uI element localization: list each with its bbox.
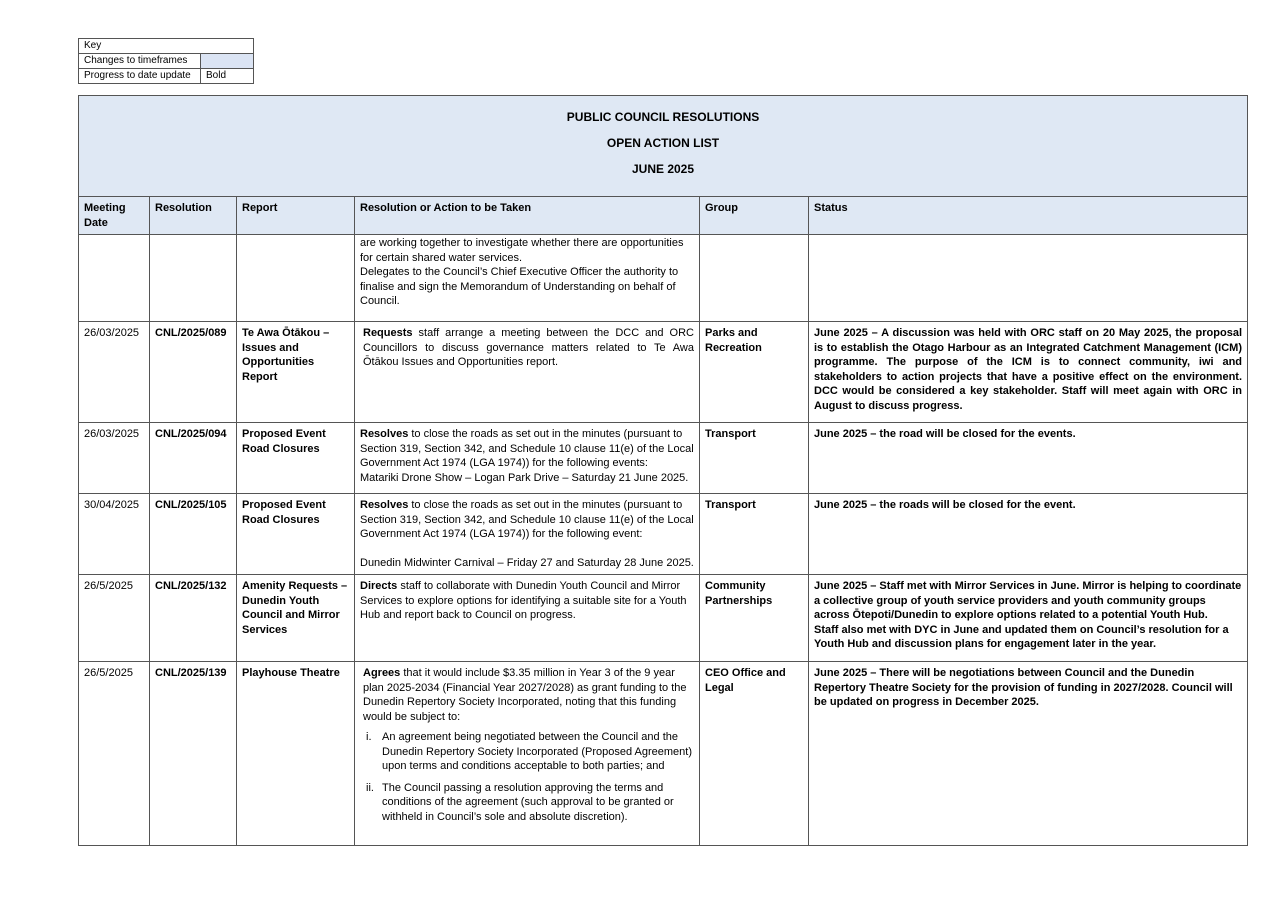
key-title-row (79, 39, 254, 54)
column-header-row (79, 197, 1248, 235)
list-item: i. An agreement being negotiated between the Council and the Dunedin Repertory Society Incorporated (Proposed Agreement) upon terms and conditions acceptable to both parties; and (366, 731, 693, 772)
column-header-resolution: Resolution (150, 197, 237, 235)
cell-report: Playhouse Theatre (237, 662, 355, 846)
cell-resolution (150, 235, 237, 322)
cell-report: Proposed Event Road Closures (237, 494, 355, 575)
cell-date (79, 235, 150, 322)
cell-status: June 2025 – the road will be closed for the events. (809, 423, 1248, 494)
key-row (79, 54, 254, 69)
table-row-continuation (79, 235, 1248, 322)
document-title (79, 96, 1248, 197)
action-text: that it would include $3.35 million in Year 3 of the 9 year plan 2025-2034 (Financial Year 2027/2028) as grant funding to the Dunedin Repertory Society Incorporated, noting that this funding would be subject to: (363, 667, 687, 723)
key-label: Progress to date update (79, 69, 201, 84)
cell-resolution: CNL/2025/139 (150, 662, 237, 846)
key-swatch-blue (201, 54, 254, 69)
column-header-meeting-date: Meeting Date (79, 197, 150, 235)
action-text: Delegates to the Council’s Chief Executive Officer the authority to finalise and sign the Memorandum of Understanding on behalf of Council. (360, 266, 679, 307)
action-verb: Resolves (360, 499, 409, 511)
condition-list (363, 730, 694, 824)
action-event: Dunedin Midwinter Carnival – Friday 27 and Saturday 28 June 2025. (360, 556, 694, 569)
action-verb: Requests (363, 327, 413, 339)
cell-date: 30/04/2025 (79, 494, 150, 575)
action-event: Matariki Drone Show – Logan Park Drive – Saturday 21 June 2025. (360, 471, 689, 484)
cell-status (809, 235, 1248, 322)
action-text: staff arrange a meeting between the DCC and ORC Councillors to discuss governance matters related to Te Awa Ōtākou Issues and Opportunities report. (363, 327, 694, 368)
cell-report: Amenity Requests – Dunedin Youth Council and Mirror Services (237, 575, 355, 662)
cell-action (355, 322, 700, 423)
cell-group: Transport (700, 423, 809, 494)
cell-resolution: CNL/2025/089 (150, 322, 237, 423)
table-row (79, 423, 1248, 494)
action-text: staff to collaborate with Dunedin Youth Council and Mirror Services to explore options for identifying a suitable site for a Youth Hub and report back to Council on progress. (360, 580, 687, 621)
cell-resolution: CNL/2025/105 (150, 494, 237, 575)
cell-date: 26/5/2025 (79, 662, 150, 846)
cell-group: CEO Office and Legal (700, 662, 809, 846)
action-verb: Agrees (363, 667, 401, 679)
title-line-3: JUNE 2025 (631, 162, 695, 176)
cell-status (809, 575, 1248, 662)
table-row (79, 662, 1248, 846)
cell-report: Te Awa Ōtākou – Issues and Opportunities Report (237, 322, 355, 423)
cell-status: June 2025 – There will be negotiations between Council and the Dunedin Repertory Theatre Society for the provision of funding in 2027/2028. Council will be updated on progress in December 2025. (809, 662, 1248, 846)
key-table (78, 38, 254, 84)
action-verb: Directs (360, 580, 398, 592)
cell-action (355, 494, 700, 575)
cell-status: June 2025 – the roads will be closed for the event. (809, 494, 1248, 575)
action-text: are working together to investigate whether there are opportunities for certain shared water services. (360, 237, 684, 264)
cell-group: Transport (700, 494, 809, 575)
action-list-table (78, 95, 1248, 846)
action-verb: Resolves (360, 428, 409, 440)
table-row (79, 575, 1248, 662)
key-row (79, 69, 254, 84)
cell-action (355, 575, 700, 662)
cell-action (355, 662, 700, 846)
cell-action (355, 423, 700, 494)
table-row (79, 494, 1248, 575)
cell-date: 26/5/2025 (79, 575, 150, 662)
cell-report (237, 235, 355, 322)
status-text: Staff also met with DYC in June and updated them on Council’s resolution for a Youth Hub and discussion plans for engagement later in the year. (814, 623, 1229, 650)
cell-group (700, 235, 809, 322)
cell-report: Proposed Event Road Closures (237, 423, 355, 494)
column-header-report: Report (237, 197, 355, 235)
status-text: June 2025 – Staff met with Mirror Services in June. Mirror is helping to coordinate a collective group of youth service providers and youth community groups across Ōtepoti/Dunedin to explore options related to a potential Youth Hub. (814, 580, 1242, 621)
cell-resolution: CNL/2025/094 (150, 423, 237, 494)
title-line-2: OPEN ACTION LIST (606, 136, 720, 150)
list-item: ii. The Council passing a resolution approving the terms and conditions of the agreement (such approval to be granted or withheld in Council’s sole and absolute discretion). (366, 781, 674, 823)
cell-status: June 2025 – A discussion was held with ORC staff on 20 May 2025, the proposal is to establish the Otago Harbour as an Integrated Catchment Management (ICM) programme. The purpose of the ICM is to connect community, iwi and stakeholders to action projects that have a positive effect on the environment. DCC would be considered a key stakeholder. Staff will meet again with ORC in August to discuss progress. (809, 322, 1248, 423)
cell-action (355, 235, 700, 322)
column-header-group: Group (700, 197, 809, 235)
column-header-status: Status (809, 197, 1248, 235)
key-title: Key (79, 39, 254, 54)
column-header-action: Resolution or Action to be Taken (355, 197, 700, 235)
cell-date: 26/03/2025 (79, 423, 150, 494)
title-line-1: PUBLIC COUNCIL RESOLUTIONS (566, 110, 760, 124)
cell-resolution: CNL/2025/132 (150, 575, 237, 662)
cell-group: Parks and Recreation (700, 322, 809, 423)
action-text: to close the roads as set out in the minutes (pursuant to Section 319, Section 342, and Schedule 10 clause 11(e) of the Local Government Act 1974 (LGA 1974)) for the following event: (360, 499, 694, 540)
key-label: Changes to timeframes (79, 54, 201, 69)
action-text: to close the roads as set out in the minutes (pursuant to Section 319, Section 342, and Schedule 10 clause 11(e) of the Local Government Act 1974 (LGA 1974)) for the following events: (360, 428, 694, 469)
table-row (79, 322, 1248, 423)
cell-group: Community Partnerships (700, 575, 809, 662)
cell-date: 26/03/2025 (79, 322, 150, 423)
title-row (79, 96, 1248, 197)
key-value: Bold (201, 69, 254, 84)
